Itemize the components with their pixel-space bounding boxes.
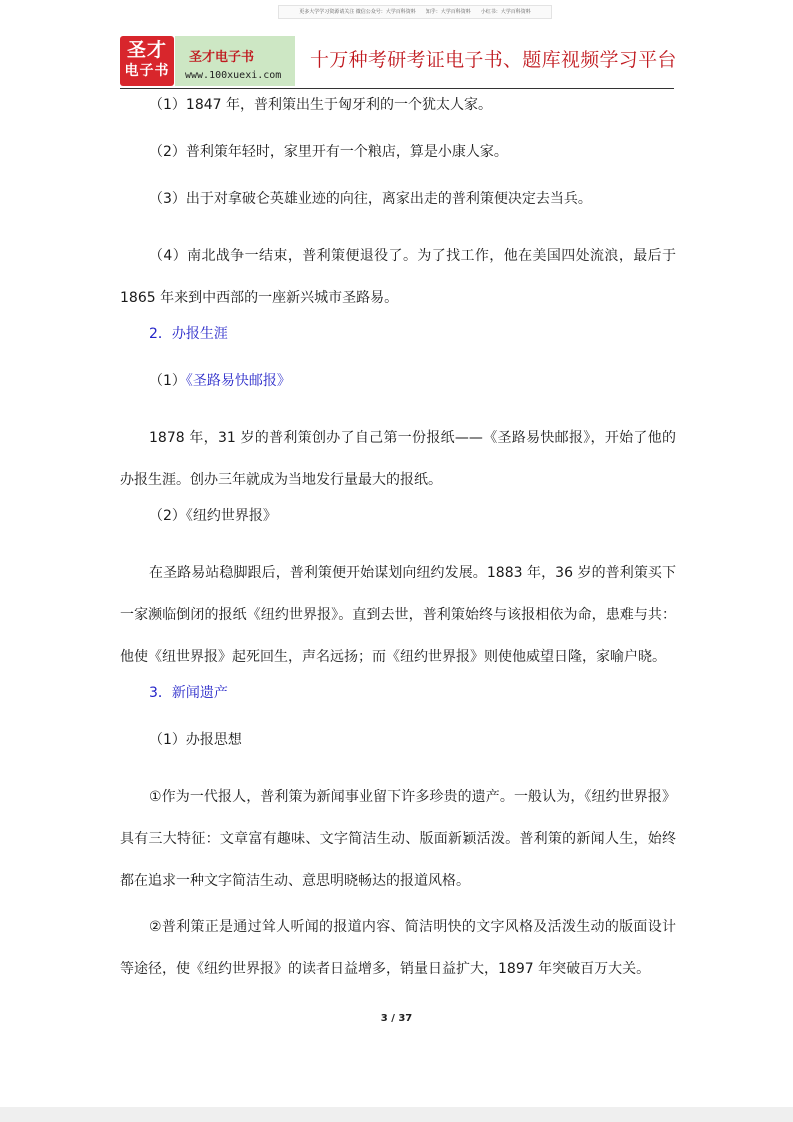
shengcai-logo	[120, 36, 174, 86]
top-banner: 更多大学学习资源请关注 微信公众号：大学百科资料 知乎：大学百科资料 小红书：大学百科资料	[278, 5, 552, 19]
page-header	[120, 34, 677, 89]
brand-name: 圣才电子书	[189, 50, 255, 65]
paragraph-11: ②普利策正是通过耸人听闻的报道内容、简洁明快的文字风格及活泼生动的版面设计等途径，使《纽约世界报》的读者日益增多，销量日益扩大，1897 年突破百万大关。	[120, 919, 676, 977]
document-body	[120, 90, 676, 990]
logo-line1: 圣才	[126, 39, 167, 61]
paragraph-5	[120, 370, 676, 394]
paragraph-6: 1878 年，31 岁的普利策创办了自己第一份报纸——《圣路易快邮报》，开始了他的办报生涯。创办三年就成为当地发行量最大的报纸。	[120, 430, 676, 488]
paragraph-2: （2）普利策年轻时，家里开有一个粮店，算是小康人家。	[149, 144, 508, 160]
paragraph-7: （2）《纽约世界报》	[149, 508, 277, 524]
page-number: 3 / 37	[380, 1013, 413, 1024]
bottom-strip	[0, 1107, 793, 1122]
logo-line2: 电子书	[124, 63, 170, 79]
paragraph-3: （3）出于对拿破仑英雄业迹的向往，离家出走的普利策便决定去当兵。	[149, 191, 592, 207]
brand-box	[175, 36, 295, 86]
paragraph-5-prefix: （1）	[149, 373, 186, 389]
paragraph-8: 在圣路易站稳脚跟后，普利策便开始谋划向纽约发展。1883 年，36 岁的普利策买下一家濒临倒闭的报纸《纽约世界报》。直到去世，普利策始终与该报相依为命，患难与共：他使《纽世界报》起死回生，声名远扬；而《纽约世界报》则使他威望日隆，家喻户晓。	[120, 565, 676, 665]
paragraph-1: （1）1847 年，普利策出生于匈牙利的一个犹太人家。	[149, 97, 492, 113]
platform-slogan: 十万种考研考证电子书、题库视频学习平台	[310, 49, 677, 71]
section-heading-3: 3．新闻遗产	[149, 685, 228, 701]
paragraph-10: ①作为一代报人，普利策为新闻事业留下许多珍贵的遗产。一般认为，《纽约世界报》具有三大特征：文章富有趣味、文字简洁生动、版面新颖活泼。普利策的新闻人生，始终都在追求一种文字简洁生动、意思明晓畅达的报道风格。	[120, 789, 676, 889]
brand-url[interactable]: www.100xuexi.com	[185, 70, 282, 81]
paragraph-4: （4）南北战争一结束，普利策便退役了。为了找工作，他在美国四处流浪，最后于 1865 年来到中西部的一座新兴城市圣路易。	[120, 248, 676, 306]
paragraph-9: （1）办报思想	[149, 732, 242, 748]
section-heading-2: 2．办报生涯	[149, 326, 228, 342]
newspaper-link[interactable]: 《圣路易快邮报》	[185, 373, 291, 389]
